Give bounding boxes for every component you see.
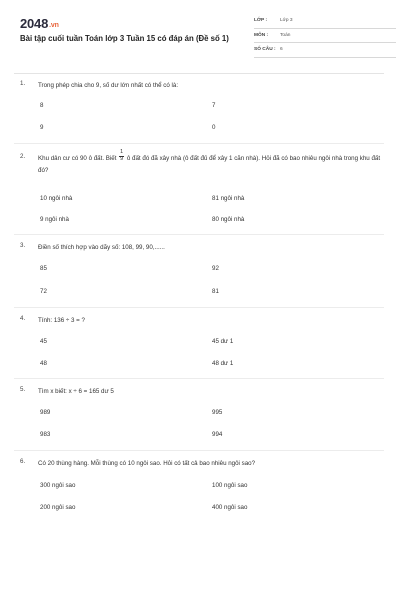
- answer-option-a[interactable]: 300 ngôi sao: [40, 482, 76, 489]
- question-number: 1.: [20, 80, 26, 87]
- question-4: [20, 315, 380, 375]
- question-1: [20, 80, 380, 140]
- question-number: 6.: [20, 458, 26, 465]
- question-text: Điền số thích hợp vào dãy số: 108, 99, 90,......: [38, 244, 165, 251]
- answer-option-c[interactable]: 72: [40, 288, 47, 295]
- question-3: [20, 242, 380, 302]
- meta-value: 6: [280, 47, 283, 53]
- meta-row-class: [254, 14, 396, 29]
- question-text: [38, 149, 386, 177]
- header-divider: [14, 73, 384, 74]
- answer-option-c[interactable]: 983: [40, 431, 51, 438]
- answer-option-d[interactable]: 400 ngôi sao: [212, 504, 248, 511]
- answer-option-c[interactable]: 9: [40, 124, 44, 131]
- answer-option-d[interactable]: 994: [212, 431, 223, 438]
- meta-info-box: [254, 14, 396, 58]
- fraction-denominator: 9: [120, 155, 124, 162]
- answer-option-a[interactable]: 85: [40, 265, 47, 272]
- question-number: 3.: [20, 242, 26, 249]
- question-separator: [14, 143, 384, 144]
- question-separator: [14, 378, 384, 379]
- meta-row-subject: [254, 29, 396, 44]
- answer-option-b[interactable]: 995: [212, 409, 223, 416]
- answer-option-b[interactable]: 92: [212, 265, 219, 272]
- question-text-part: ô đất đó đã xây nhà (ô đất đủ để xây 1 căn nhà). Hỏi đã có bao nhiêu ngôi nhà trong khu đất đó?: [38, 155, 381, 174]
- answer-option-b[interactable]: 45 dư 1: [212, 338, 234, 345]
- answer-option-a[interactable]: 45: [40, 338, 47, 345]
- logo-text: 2048: [20, 16, 49, 31]
- question-number: 2.: [20, 153, 26, 160]
- meta-value: Toán: [280, 32, 291, 38]
- meta-label: SỐ CÂU :: [254, 47, 276, 53]
- answer-option-a[interactable]: 8: [40, 102, 44, 109]
- question-2: [20, 149, 381, 228]
- question-separator: [14, 307, 384, 308]
- question-separator: [14, 234, 384, 235]
- answer-option-d[interactable]: 48 dư 1: [212, 360, 234, 367]
- meta-value: Lớp 3: [280, 18, 293, 24]
- question-text-part: Khu dân cư có 90 ô đất. Biết: [38, 155, 119, 162]
- question-text: Tính: 136 ÷ 3 = ?: [38, 317, 85, 324]
- question-separator: [14, 450, 384, 451]
- answer-option-a[interactable]: 10 ngôi nhà: [40, 195, 73, 202]
- answer-option-d[interactable]: 80 ngôi nhà: [212, 216, 245, 223]
- site-logo[interactable]: [20, 16, 59, 31]
- meta-label: LỚP :: [254, 18, 268, 24]
- question-6: [20, 458, 380, 518]
- answer-option-d[interactable]: 0: [212, 124, 216, 131]
- question-text: Tìm x biết: x ÷ 6 = 165 dư 5: [38, 388, 114, 395]
- question-5: [20, 386, 380, 446]
- meta-row-question-count: [254, 43, 396, 58]
- document-title: Bài tập cuối tuần Toán lớp 3 Tuần 15 có đáp án (Đề số 1): [20, 34, 229, 43]
- answer-option-b[interactable]: 100 ngôi sao: [212, 482, 248, 489]
- question-number: 4.: [20, 315, 26, 322]
- worksheet-header: [20, 14, 384, 64]
- answer-option-d[interactable]: 81: [212, 288, 219, 295]
- answer-option-c[interactable]: 9 ngôi nhà: [40, 216, 69, 223]
- answer-option-b[interactable]: 81 ngôi nhà: [212, 195, 245, 202]
- question-number: 5.: [20, 386, 26, 393]
- question-text: Trong phép chia cho 9, số dư lớn nhất có thể có là:: [38, 82, 179, 89]
- answer-option-b[interactable]: 7: [212, 102, 216, 109]
- answer-option-a[interactable]: 989: [40, 409, 51, 416]
- meta-label: MÔN :: [254, 32, 269, 38]
- fraction: [119, 150, 124, 162]
- answer-option-c[interactable]: 48: [40, 360, 47, 367]
- question-text: Có 20 thùng hàng. Mỗi thùng có 10 ngôi sao. Hỏi có tất cả bao nhiêu ngôi sao?: [38, 460, 256, 467]
- logo-suffix: .vn: [49, 22, 59, 29]
- fraction-numerator: 1: [120, 149, 124, 156]
- answer-option-c[interactable]: 200 ngôi sao: [40, 504, 76, 511]
